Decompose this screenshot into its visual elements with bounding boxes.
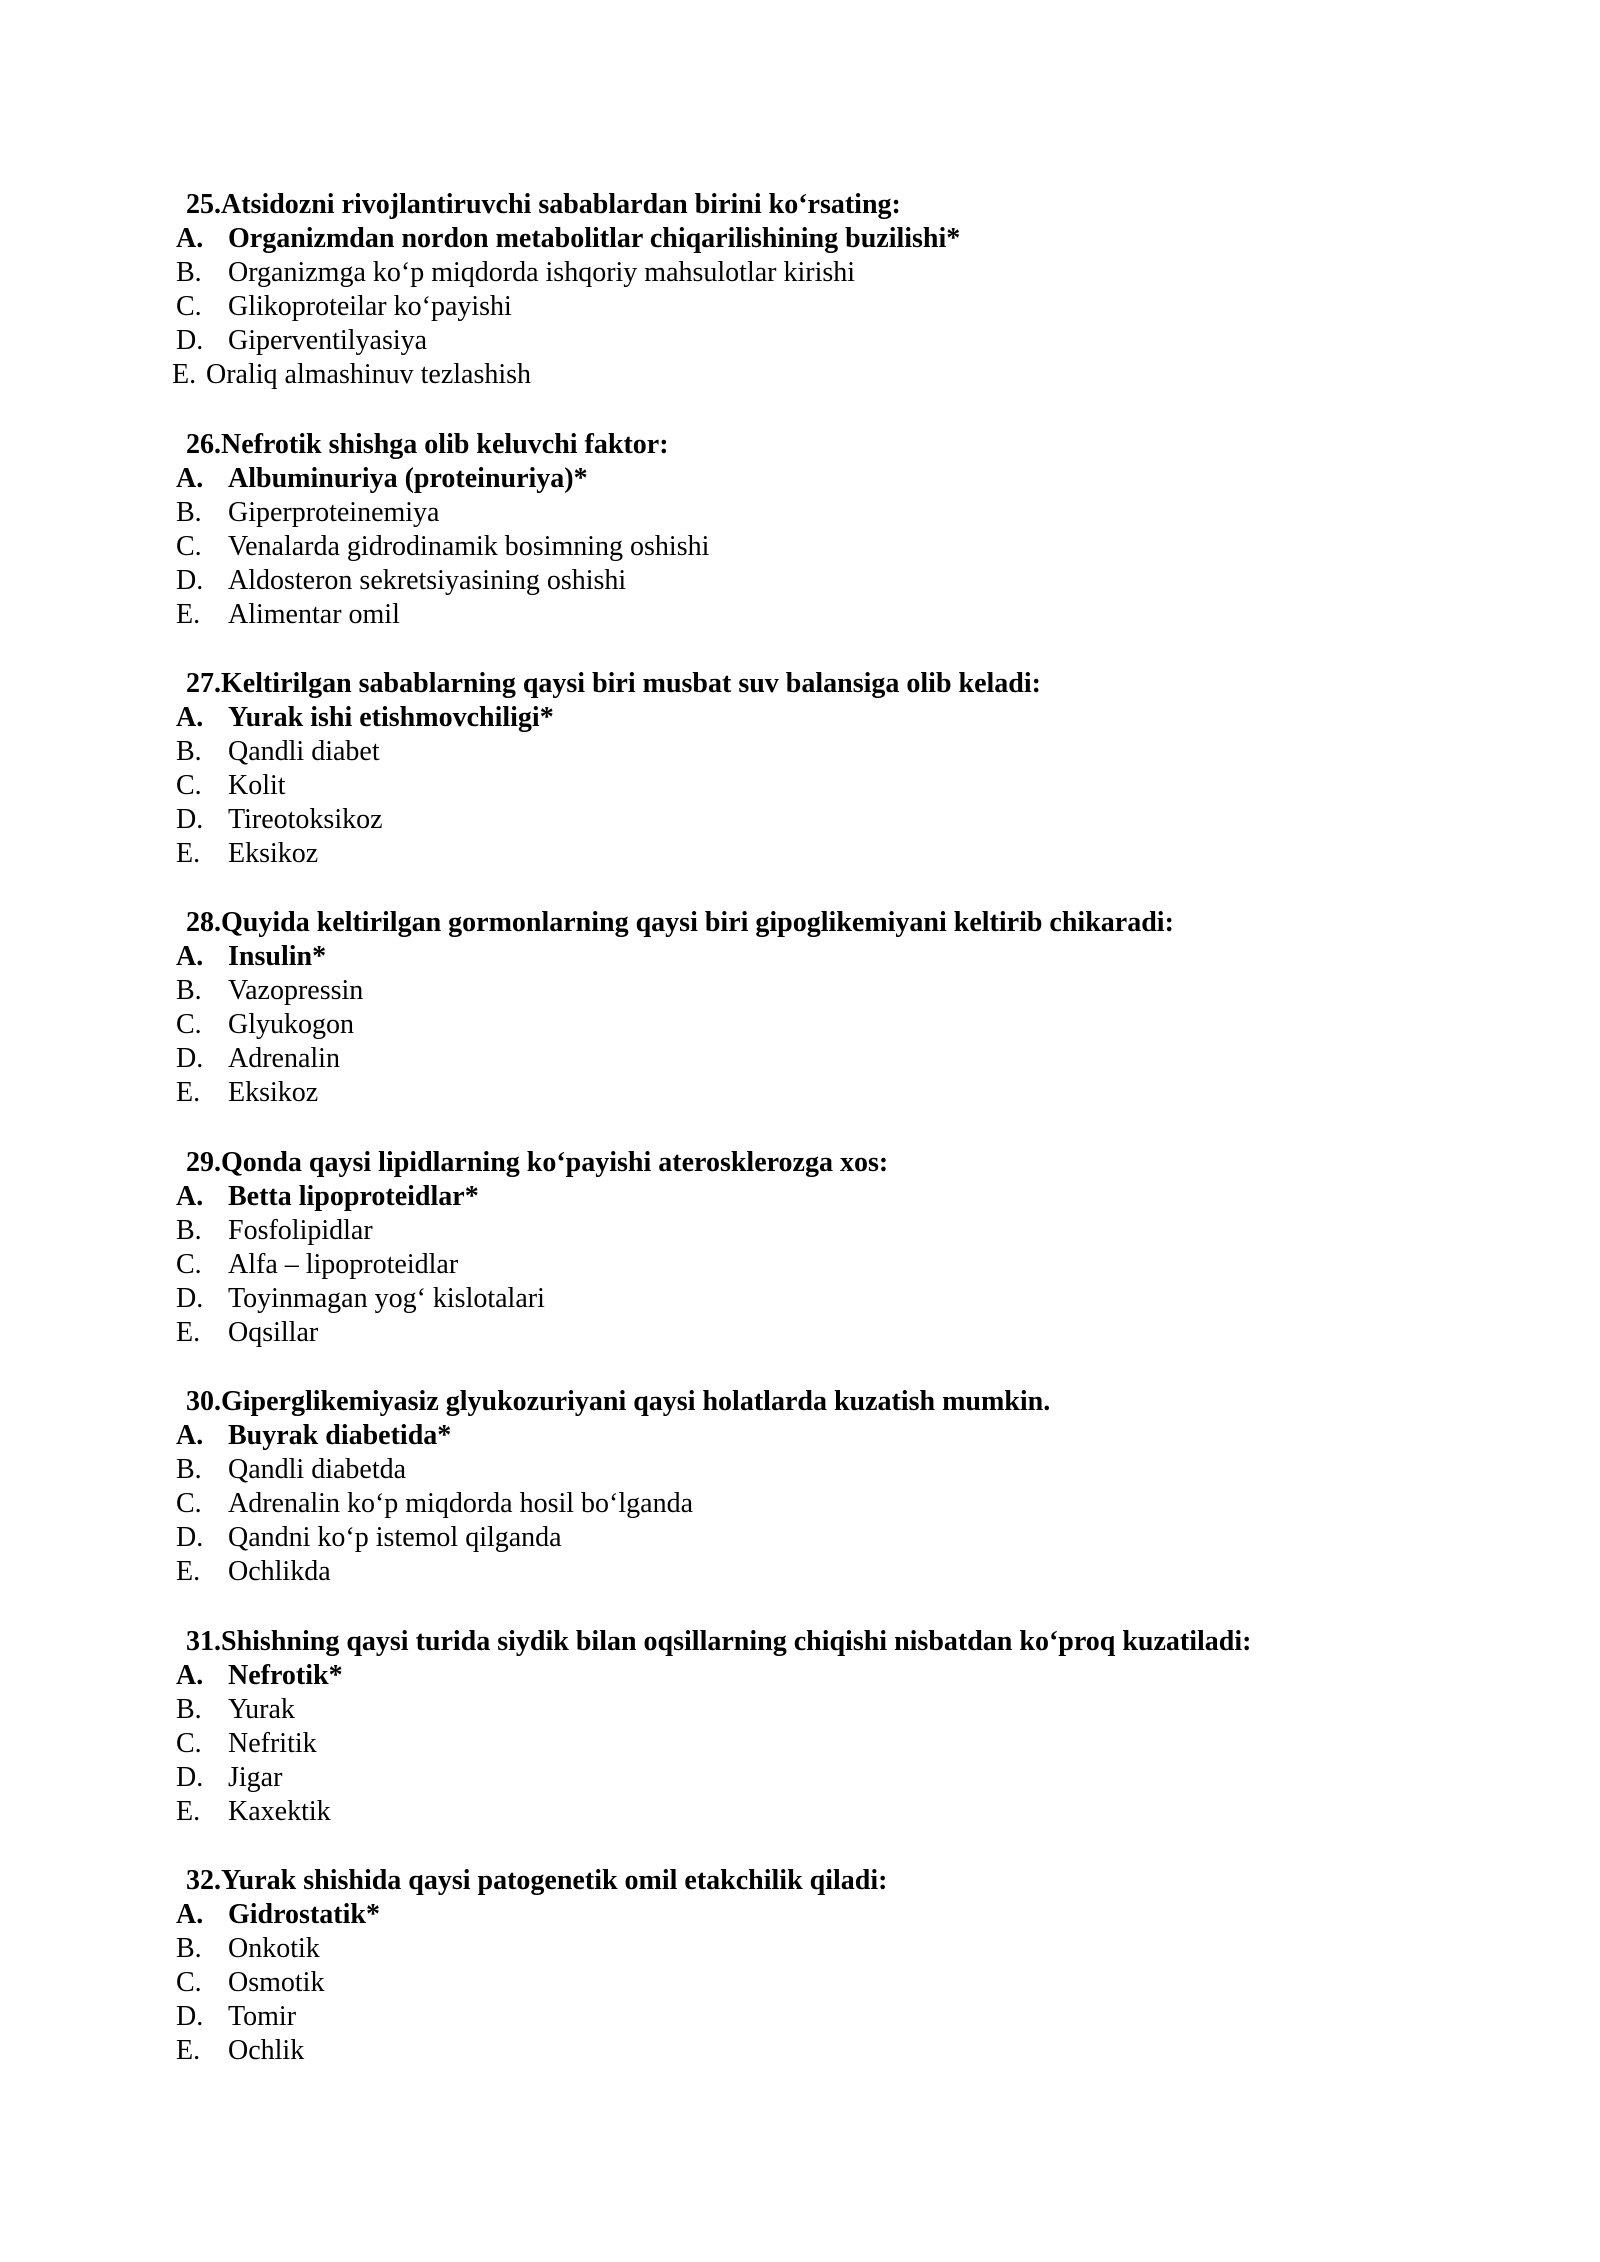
option-letter: C. (176, 770, 202, 801)
option-letter: A. (176, 1660, 204, 1691)
option-letter: C. (176, 531, 202, 562)
option-letter: B. (176, 497, 202, 528)
answer-option (176, 2000, 1536, 2034)
option-letter: C. (176, 1967, 202, 1998)
question-block (176, 1146, 1536, 1350)
option-text: Yurak ishi etishmovchiligi* (228, 702, 554, 733)
answer-option (176, 803, 1536, 837)
option-letter: C. (176, 1488, 202, 1519)
option-text: Buyrak diabetida* (228, 1420, 452, 1451)
option-text: Nefritik (228, 1728, 317, 1759)
option-letter: D. (176, 804, 204, 835)
question-block (172, 188, 1536, 392)
option-text: Giperproteinemiya (228, 497, 440, 528)
answer-option (176, 1898, 1536, 1932)
answer-option (176, 598, 1536, 632)
option-text: Onkotik (228, 1933, 320, 1964)
option-text: Oqsillar (228, 1317, 319, 1348)
option-letter: A. (176, 941, 204, 972)
answer-option (176, 1214, 1536, 1248)
option-text: Adrenalin (228, 1043, 340, 1074)
answer-option (176, 1316, 1536, 1350)
option-letter: D. (176, 1283, 204, 1314)
answer-option (176, 1555, 1536, 1589)
option-text: Jigar (228, 1762, 283, 1793)
option-letter: E. (176, 1556, 201, 1587)
answer-option (176, 1487, 1536, 1521)
option-text: Ochlikda (228, 1556, 331, 1587)
question-title: 32.Yurak shishida qaysi patogenetik omil etakchilik qiladi: (186, 1865, 888, 1896)
option-letter: B. (176, 975, 202, 1006)
option-text: Venalarda gidrodinamik bosimning oshishi (228, 531, 710, 562)
question-title: 29.Qonda qaysi lipidlarning ko‘payishi aterosklerozga xos: (186, 1147, 889, 1178)
option-letter: D. (176, 1043, 204, 1074)
answer-option (176, 1761, 1536, 1795)
answer-option (176, 769, 1536, 803)
option-letter: D. (176, 1522, 204, 1553)
option-text: Yurak (228, 1694, 295, 1725)
option-letter: B. (176, 1215, 202, 1246)
answer-option (176, 1180, 1536, 1214)
question-title: 31.Shishning qaysi turida siydik bilan oqsillarning chiqishi nisbatdan ko‘proq kuzatiladi: (186, 1626, 1252, 1657)
option-text: Glikoproteilar ko‘payishi (228, 291, 512, 322)
question-block (176, 1864, 1536, 2068)
option-text: Qandli diabet (228, 736, 380, 767)
option-letter: A. (176, 1181, 204, 1212)
option-letter: B. (176, 736, 202, 767)
answer-option (176, 837, 1536, 871)
answer-option (176, 735, 1536, 769)
option-letter: B. (176, 257, 202, 288)
answer-option (176, 1693, 1536, 1727)
answer-option (176, 1795, 1536, 1829)
answer-option (176, 1727, 1536, 1761)
option-text: Kolit (228, 770, 286, 801)
answer-option (176, 324, 1536, 358)
option-letter: A. (176, 1420, 204, 1451)
option-letter: E. (176, 1317, 201, 1348)
question-title: 27.Keltirilgan sabablarning qaysi biri musbat suv balansiga olib keladi: (186, 668, 1041, 699)
option-text: Alimentar omil (228, 599, 400, 630)
option-text: Aldosteron sekretsiyasining oshishi (228, 565, 627, 596)
answer-option (176, 1659, 1536, 1693)
option-letter: C. (176, 1009, 202, 1040)
answer-option (176, 290, 1536, 324)
option-letter: B. (176, 1933, 202, 1964)
answer-option (176, 530, 1536, 564)
option-letter: D. (176, 1762, 204, 1793)
answer-option (176, 2034, 1536, 2068)
answer-option (176, 1521, 1536, 1555)
answer-option (176, 940, 1536, 974)
option-letter: D. (176, 325, 204, 356)
option-letter: E. (176, 838, 201, 869)
option-text: Glyukogon (228, 1009, 354, 1040)
option-letter: C. (176, 1249, 202, 1280)
option-text: Vazopressin (228, 975, 364, 1006)
option-letter: E. (176, 1796, 201, 1827)
option-letter: A. (176, 223, 204, 254)
answer-option (176, 496, 1536, 530)
option-text: Qandli diabetda (228, 1454, 407, 1485)
question-title: 26.Nefrotik shishga olib keluvchi faktor: (186, 429, 669, 460)
option-text: Osmotik (228, 1967, 325, 1998)
answer-option (176, 462, 1536, 496)
option-text: Eksikoz (228, 838, 319, 869)
answer-option (176, 222, 1536, 256)
option-text: Oraliq almashinuv tezlashish (206, 359, 532, 390)
option-text: Nefrotik* (228, 1660, 343, 1691)
option-text: Alfa – lipoproteidlar (228, 1249, 459, 1280)
option-text: Insulin* (228, 941, 327, 972)
option-text: Toyinmagan yog‘ kislotalari (228, 1283, 545, 1314)
question-block (176, 906, 1536, 1110)
option-letter: B. (176, 1454, 202, 1485)
option-text: Betta lipoproteidlar* (228, 1181, 479, 1212)
option-text: Adrenalin ko‘p miqdorda hosil bo‘lganda (228, 1488, 694, 1519)
answer-option (176, 1419, 1536, 1453)
option-text: Albuminuriya (proteinuriya)* (228, 463, 588, 494)
option-letter: A. (176, 702, 204, 733)
answer-option (176, 1932, 1536, 1966)
option-letter: E. (176, 2035, 201, 2066)
answer-option (176, 701, 1536, 735)
option-text: Organizmga ko‘p miqdorda ishqoriy mahsulotlar kirishi (228, 257, 856, 288)
option-text: Fosfolipidlar (228, 1215, 373, 1246)
option-text: Ochlik (228, 2035, 305, 2066)
option-text: Qandni ko‘p istemol qilganda (228, 1522, 562, 1553)
answer-option (176, 1282, 1536, 1316)
option-text: Eksikoz (228, 1077, 319, 1108)
answer-option (176, 1008, 1536, 1042)
option-letter: E. (172, 359, 197, 390)
answer-option (176, 974, 1536, 1008)
option-letter: D. (176, 565, 204, 596)
question-title: 25.Atsidozni rivojlantiruvchi sabablardan birini ko‘rsating: (186, 189, 901, 220)
option-letter: E. (176, 599, 201, 630)
answer-option (176, 1042, 1536, 1076)
option-letter: B. (176, 1694, 202, 1725)
option-text: Giperventilyasiya (228, 325, 428, 356)
question-block (176, 1625, 1536, 1829)
answer-option (176, 564, 1536, 598)
option-letter: A. (176, 463, 204, 494)
option-text: Tireotoksikoz (228, 804, 383, 835)
answer-option (176, 1248, 1536, 1282)
answer-option (176, 1076, 1536, 1110)
option-letter: C. (176, 291, 202, 322)
option-letter: D. (176, 2001, 204, 2032)
question-title: 30.Giperglikemiyasiz glyukozuriyani qaysi holatlarda kuzatish mumkin. (186, 1386, 1051, 1417)
question-block (176, 428, 1536, 632)
option-text: Gidrostatik* (228, 1899, 380, 1930)
answer-option (172, 358, 1536, 392)
option-letter: C. (176, 1728, 202, 1759)
option-letter: A. (176, 1899, 204, 1930)
answer-option (176, 1453, 1536, 1487)
option-letter: E. (176, 1077, 201, 1108)
question-title: 28.Quyida keltirilgan gormonlarning qaysi biri gipoglikemiyani keltirib chikaradi: (186, 907, 1174, 938)
question-block (176, 667, 1536, 871)
answer-option (176, 1966, 1536, 2000)
answer-option (176, 256, 1536, 290)
option-text: Kaxektik (228, 1796, 331, 1827)
option-text: Tomir (228, 2001, 297, 2032)
question-block (176, 1385, 1536, 1589)
option-text: Organizmdan nordon metabolitlar chiqarilishining buzilishi* (228, 223, 961, 254)
